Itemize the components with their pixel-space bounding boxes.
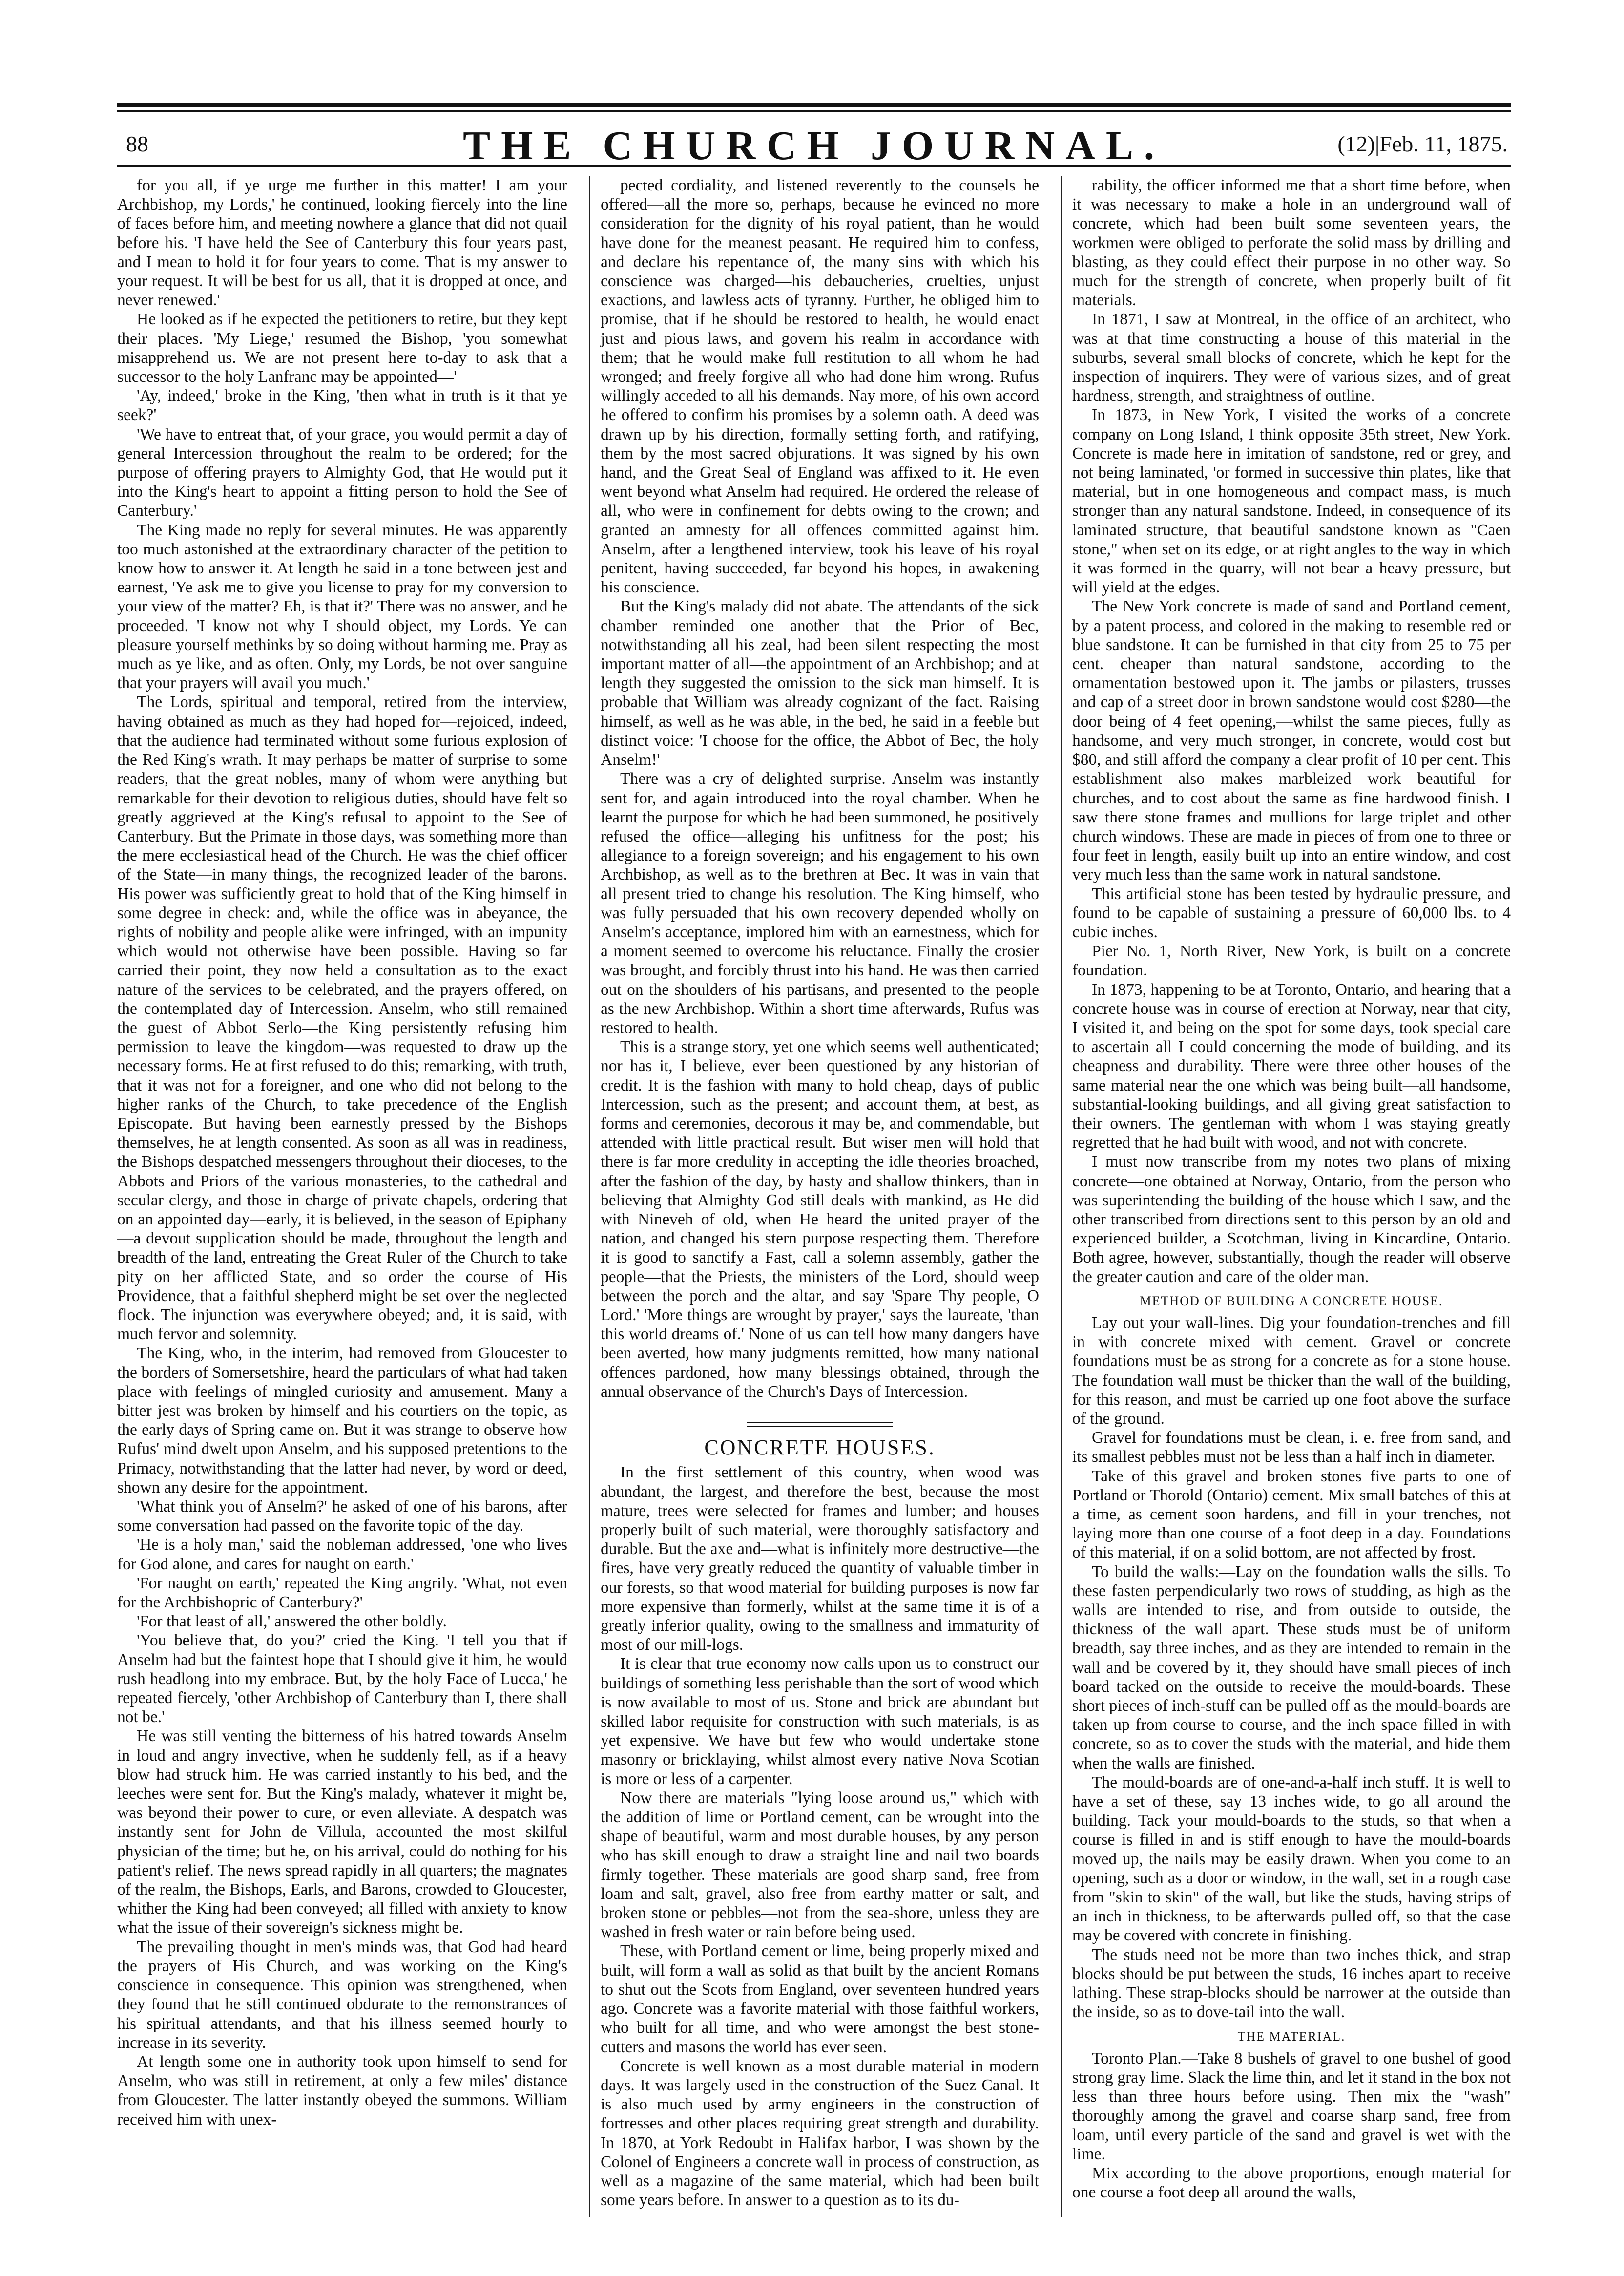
paragraph: Mix according to the above proportions, enough material for one course a foot deep all around the walls, — [1072, 2164, 1511, 2202]
paragraph: It is clear that true economy now calls upon us to construct our buildings of something less perishable than the sort of wood which is now available to most of us. Stone and brick are abundant but skilled labor requisite for construction with such materials, is as yet expensive. We have but few who would undertake stone masonry or bricklaying, whilst almost every native Nova Scotian is more or less of a carpenter. — [601, 1655, 1039, 1788]
paragraph: These, with Portland cement or lime, being properly mixed and built, will form a wall as solid as that built by the ancient Romans to shut out the Scots from England, over seventeen hundred years ago. Concrete was a favorite material with those faithful workers, who built for all time, and who were amongst the best stone-cutters and masons the world has ever seen. — [601, 1942, 1039, 2056]
paragraph: 'You believe that, do you?' cried the King. 'I tell you that if Anselm had but the faintest hope that I should give it him, he would rush headlong into my embrace. But, by the holy Face of Lucca,' he repeated fiercely, 'other Archbishop of Canterbury than I, there shall not be.' — [117, 1631, 567, 1727]
paragraph: Lay out your wall-lines. Dig your foundation-trenches and fill in with concrete mixed with cement. Gravel or concrete foundations must be as strong for a concrete as for a stone house. The foundation wall must be thicker than the wall of the building, for this reason, and must be carried up one foot above the surface of the ground. — [1072, 1313, 1511, 1428]
paragraph: In 1873, happening to be at Toronto, Ontario, and hearing that a concrete house was in course of erection at Norway, near that city, I visited it, and being on the spot for some days, took special care to ascertain all I could concerning the mode of building, and its cheapness and durability. There were three other houses of the same material near the one which was being built—all handsome, substantial-looking buildings, and all giving great satisfaction to their owners. The gentleman with whom I was staying greatly regretted that he had built with wood, and not with concrete. — [1072, 980, 1511, 1152]
concrete-houses-body — [601, 1463, 1039, 2210]
paragraph: Gravel for foundations must be clean, i. e. free from sand, and its smallest pebbles must not be less than a half inch in diameter. — [1072, 1429, 1511, 1466]
paragraph: To build the walls:—Lay on the foundation walls the sills. To these fasten perpendicularly two rows of studding, as high as the walls are intended to rise, and from outside to outside, the thickness of the wall apart. These studs must be of uniform breadth, say three inches, and as they are intended to remain in the wall and be covered by it, they should have small pieces of inch board tacked on the outside to receive the mould-boards. These short pieces of inch-stuff can be pulled off as the mould-boards are taken up from course to course, and the inch space filled in with concrete, so as to cover the studs with the material, and hide them when the walls are finished. — [1072, 1562, 1511, 1772]
paragraph: In 1873, in New York, I visited the works of a concrete company on Long Island, I think opposite 35th street, New York. Concrete is made here in imitation of sandstone, red or grey, and not being laminated, 'or formed in successive thin plates, like that material, but in one homogeneous and compact mass, is much stronger than any natural sandstone. Indeed, in consequence of its laminated structure, that beautiful sandstone known as "Caen stone," when set on its edge, or at right angles to the way in which it was formed in the quarry, will not bear a heavy pressure, but will yield at the edges. — [1072, 406, 1511, 597]
paragraph: The mould-boards are of one-and-a-half inch stuff. It is well to have a set of these, say 13 inches wide, to go all around the building. Tack your mould-boards to the studs, so that when a course is filled in and is stiff enough to have the mould-boards moved up, the nails may be easily drawn. When you come to an opening, such as a door or window, in the wall, set in a rough case from "skin to skin" of the wall, but like the studs, having strips of an inch in thickness, to be afterwards pulled off, so that the case may be covered with concrete in finishing. — [1072, 1773, 1511, 1945]
subheading-material: THE MATERIAL. — [1237, 2029, 1346, 2044]
column-1 — [117, 176, 567, 2217]
paragraph: This is a strange story, yet one which seems well authenticated; nor has it, I believe, ever been questioned by any historian of credit. It is the fashion with many to hold cheap, days of public Intercession, such as the present; and account them, at best, as forms and ceremonies, decorous it may be, and commendable, but attended with little practical result. But wiser men will hold that there is far more credulity in accepting the idle theories broached, after the fashion of the day, by hasty and shallow thinkers, than in believing that Almighty God still deals with mankind, as He did with Nineveh of old, when He heard the united prayer of the nation, and changed his stern purpose respecting them. Therefore it is good to sanctify a Fast, call a solemn assembly, gather the people—that the Priests, the ministers of the Lord, should weep between the porch and the altar, and say 'Spare Thy people, O Lord.' 'More things are wrought by prayer,' says the laureate, 'than this world dreams of.' None of us can tell how many dangers have been averted, how many judgments remitted, how many national offences pardoned, how many blessings obtained, through the annual observance of the Church's Days of Intercession. — [601, 1038, 1039, 1401]
method-body — [1072, 1313, 1511, 2022]
paragraph: The studs need not be more than two inches thick, and strap blocks should be put between the studs, 16 inches apart to receive lathing. These strap-blocks should be narrower at the outside than the inside, so as to dove-tail into the wall. — [1072, 1945, 1511, 2022]
top-rule — [117, 103, 1511, 107]
paragraph: But the King's malady did not abate. The attendants of the sick chamber reminded one another that the Prior of Bec, notwithstanding all his zeal, had been silent respecting the most important matter of all—the appointment of an Archbishop; and at length they suggested the omission to the sick man himself. It is probable that William was already cognizant of the fact. Raising himself, as well as he was able, in the bed, he said in a feeble but distinct voice: 'I choose for the office, the Abbot of Bec, the holy Anselm!' — [601, 597, 1039, 769]
header-rule — [117, 165, 1511, 167]
paragraph: In the first settlement of this country, when wood was abundant, the largest, and therefore the best, because the most mature, trees were selected for frames and lumber; and houses properly built of such material, were thoroughly satisfactory and durable. But the axe and—what is infinitely more destructive—the fires, have very greatly reduced the quantity of valuable timber in our forests, so that wood material for building purposes is now far more expensive than formerly, whilst at the same time it is of a greatly inferior quality, owing to the smallness and immaturity of most of our mill-logs. — [601, 1463, 1039, 1654]
paragraph: The New York concrete is made of sand and Portland cement, by a patent process, and colored in the making to resemble red or blue sandstone. It can be furnished in that city from 25 to 75 per cent. cheaper than natural sandstone, according to the ornamentation bestowed upon it. The jambs or pilasters, trusses and cap of a street door in brown sandstone would cost $280—the door being of 4 feet opening,—whilst the same pieces, fully as handsome, and very much stronger, in concrete, would cost but $80, and still afford the company a clear profit of 10 per cent. This establishment also makes marbleized work—beautiful for churches, and to cost about the same as fine hardwood finish. I saw there stone frames and mullions for large triplet and other church windows. These are made in pieces of from one to three or four feet in length, easily built up into an entire window, and cost very much less than the same work in natural sandstone. — [1072, 597, 1511, 884]
paragraph: The Lords, spiritual and temporal, retired from the interview, having obtained as much as they had hoped for—rejoiced, indeed, that the audience had terminated without some furious explosion of the Red King's wrath. It may perhaps be matter of surprise to some readers, that the great nobles, many of whom were anything but remarkable for their devotion to religious duties, should have felt so greatly aggrieved at the King's refusal to appoint to the See of Canterbury. But the Primate in those days, was something more than the mere ecclesiastical head of the Church. He was the chief officer of the State—in many things, the recognized leader of the barons. His power was sufficiently great to hold that of the King himself in some degree in check: and, while the office was in abeyance, the rights of nobility and people alike were infringed, with an impunity which would not otherwise have been possible. Having so far carried their point, they now held a consultation as to the exact nature of the services to be celebrated, and the prayers offered, on the contemplated day of Intercession. Anselm, who still remained the guest of Abbot Serlo—the King persistently refusing him permission to leave the kingdom—was requested to draw up the necessary forms. He at first refused to do this; remarking, with truth, that it was not for a foreigner, and one who did not belong to the higher ranks of the Church, to take precedence of the English Episcopate. But having been earnestly pressed by the Bishops themselves, he at length consented. As soon as all was in readiness, the Bishops despatched messengers throughout their dioceses, to the Abbots and Priors of the various monasteries, to the cathedral and secular clergy, and those in charge of private chapels, ordering that on an appointed day—early, it is believed, in the season of Epiphany—a devout supplication should be made, throughout the length and breadth of the land, entreating the Great Ruler of the Church to take pity on her afflicted State, and so order the course of His Providence, that a faithful shepherd might be set over the neglected flock. The injunction was everywhere obeyed; and, it is said, with much fervor and solemnity. — [117, 693, 567, 1344]
paragraph: Toronto Plan.—Take 8 bushels of gravel to one bushel of good strong gray lime. Slack the lime thin, and let it stand in the box not less than three hours before using. Then mix the "wash" thoroughly among the gravel and coarse sharp sand, free from loam, until every particle of the sand and gravel is wet with the lime. — [1072, 2049, 1511, 2163]
paragraph: Pier No. 1, North River, New York, is built on a concrete foundation. — [1072, 942, 1511, 980]
paragraph: The King made no reply for several minutes. He was apparently too much astonished at the extraordinary character of the petition to know how to answer it. At length he said in a tone between jest and earnest, 'Ye ask me to give you license to pray for my conversion to your view of the matter? Eh, is that it?' There was no answer, and he proceeded. 'I know not why I should object, my Lords. Ye can pleasure yourself methinks by so doing without harming me. Pray as much as ye like, and as often. Only, my Lords, be not over sanguine that your prayers will avail you much.' — [117, 521, 567, 693]
paragraph: At length some one in authority took upon himself to send for Anselm, who was still in retirement, at only a few miles' distance from Gloucester. The latter instantly obeyed the summons. William received him with unex- — [117, 2052, 567, 2128]
column-2-body — [601, 176, 1039, 1401]
paragraph: 'Ay, indeed,' broke in the King, 'then what in truth is it that ye seek?' — [117, 387, 567, 424]
section-heading: CONCRETE HOUSES. — [704, 1435, 936, 1460]
paragraph: 'For naught on earth,' repeated the King angrily. 'What, not even for the Archbishopric of Canterbury?' — [117, 1574, 567, 1612]
section-separator — [601, 1412, 1039, 1431]
column-1-body — [117, 176, 567, 2129]
paragraph: 'We have to entreat that, of your grace, you would permit a day of general Intercession throughout the realm to be ordered; for the purpose of offering prayers to Almighty God, that He would put it into the King's heart to appoint a fitting person to hold the See of Canterbury.' — [117, 425, 567, 520]
top-rule-thin — [117, 110, 1511, 112]
paragraph: He was still venting the bitterness of his hatred towards Anselm in loud and angry invective, when he suddenly fell, as if a heavy blow had struck him. He was carried instantly to his bed, and the leeches were sent for. But the King's malady, whatever it might be, was beyond their power to cure, or even alleviate. A despatch was instantly sent for John de Villula, accounted the most skilful physician of the time; but he, on his arrival, could do nothing for his patient's relief. The news spread rapidly in all quarters; the magnates of the realm, the Bishops, Earls, and Barons, crowded to Gloucester, whither the King had been conveyed; all filled with anxiety to know what the issue of their sovereign's sickness might be. — [117, 1727, 567, 1937]
paragraph: The King, who, in the interim, had removed from Gloucester to the borders of Somersetshire, heard the particulars of what had taken place with feelings of mingled curiosity and amusement. Many a bitter jest was broken by himself and his courtiers on the topic, as the early days of Spring came on. But it was strange to observe how Rufus' mind dwelt upon Anselm, and his supposed pretentions to the Primacy, notwithstanding that the latter had never, by word or deed, shown any desire for the appointment. — [117, 1344, 567, 1496]
paragraph: Now there are materials "lying loose around us," which with the addition of lime or Portland cement, can be wrought into the shape of beautiful, warm and most durable houses, by any person who has skill enough to draw a straight line and nail two boards firmly together. These materials are good sharp sand, free from loam and salt, gravel, also free from earthy matter or salt, and broken stone or pebbles—not from the sea-shore, unless they are washed in fresh water or rain before being used. — [601, 1789, 1039, 1941]
paragraph: This artificial stone has been tested by hydraulic pressure, and found to be capable of sustaining a pressure of 60,000 lbs. to 4 cubic inches. — [1072, 885, 1511, 941]
paragraph: for you all, if ye urge me further in this matter! I am your Archbishop, my Lords,' he continued, looking fiercely into the line of faces before him, and meeting nowhere a glance that did not quail before his. 'I have held the See of Canterbury this four years past, and I mean to hold it for four years to come. That is my answer to your request. It will be best for us all, that it is dropped at once, and never renewed.' — [117, 176, 567, 310]
paragraph: The prevailing thought in men's minds was, that God had heard the prayers of His Church, and was working on the King's conscience in consequence. This opinion was strengthened, when they found that he still continued obdurate to the remonstrances of his spiritual attendants, and that his illness seemed hourly to increase in its severity. — [117, 1938, 567, 2052]
subheading-method: METHOD OF BUILDING A CONCRETE HOUSE. — [1140, 1293, 1443, 1308]
column-3-body — [1072, 176, 1511, 1286]
column-3 — [1061, 176, 1511, 2217]
paragraph: 'For that least of all,' answered the other boldly. — [137, 1612, 447, 1631]
issue-date: (12)|Feb. 11, 1875. — [1337, 131, 1508, 156]
paragraph: pected cordiality, and listened reverently to the counsels he offered—all the more so, perhaps, because he evinced no more consideration for the dignity of his royal patient, than he would have done for the meanest peasant. He required him to confess, and declare his repentance of, the many sins with which his conscience was charged—his debaucheries, cruelties, unjust exactions, and lawless acts of tyranny. Further, he obliged him to promise, that if he should be restored to health, he would enact just and pious laws, and govern his realm in accordance with them; that he would make full restitution to all whom he had wronged; and freely forgive all who had done him wrong. Rufus willingly acceded to all his demands. Nay more, of his own accord he offered to confirm his promises by a solemn oath. A deed was drawn up by his direction, formally setting forth, and ratifying, them by the most sacred objurations. It was signed by his own hand, and the Great Seal of England was affixed to it. He even went beyond what Anselm had required. He ordered the release of all, who were in confinement for debts owing to the crown; and granted an amnesty for all offences committed against him. Anselm, after a lengthened interview, took his leave of his royal penitent, having succeeded, far beyond his hopes, in awakening his conscience. — [601, 176, 1039, 597]
paragraph: Concrete is well known as a most durable material in modern days. It was largely used in the construction of the Suez Canal. It is also much used by army engineers in the construction of fortresses and other places requiring great strength and durability. In 1870, at York Redoubt in Halifax harbor, I was shown by the Colonel of Engineers a concrete wall in process of construction, as well as a magazine of the same material, which had been built some years before. In answer to a question as to its du- — [601, 2057, 1039, 2210]
paragraph: 'What think you of Anselm?' he asked of one of his barons, after some conversation had passed on the favorite topic of the day. — [117, 1497, 567, 1535]
paragraph: Take of this gravel and broken stones five parts to one of Portland or Thorold (Ontario) cement. Mix small batches of this at a time, as cement soon hardens, and fill in your trenches, not laying more than one course of a foot deep in a day. Foundations of this material, if on a solid bottom, are not affected by frost. — [1072, 1467, 1511, 1562]
masthead — [117, 103, 1511, 169]
paragraph: I must now transcribe from my notes two plans of mixing concrete—one obtained at Norway, Ontario, from the person who was superintending the building of the house which I saw, and the other transcribed from directions sent to this person by an old and experienced builder, a Scotchman, living in Kincardine, Ontario. Both agree, however, substantially, though the reader will observe the greater caution and care of the older man. — [1072, 1153, 1511, 1286]
paragraph: There was a cry of delighted surprise. Anselm was instantly sent for, and again introduced into the royal chamber. When he learnt the purpose for which he had been summoned, he positively refused the office—alleging his unfitness for the post; his allegiance to a foreign sovereign; and his engagement to his own Archbishop, as well as to the brethren at Bec. It was in vain that all present tried to change his resolution. The King himself, who was fully persuaded that his own recovery depended wholly on Anselm's acceptance, implored him with an earnestness, which for a moment seemed to overcome his reluctance. Finally the crosier was brought, and forcibly thrust into his hand. He was then carried out on the shoulders of his partisans, and presented to the people as the new Archbishop. Within a short time afterwards, Rufus was restored to health. — [601, 770, 1039, 1037]
paragraph: He looked as if he expected the petitioners to retire, but they kept their places. 'My Liege,' resumed the Bishop, 'you somewhat misapprehend us. We are not present here to-day to ask that a successor to the holy Lanfranc may be appointed—' — [117, 310, 567, 386]
paragraph: In 1871, I saw at Montreal, in the office of an architect, who was at that time constructing a house of this material in the suburbs, several small blocks of concrete, which he kept for the inspection of inquirers. They were of various sizes, and of great hardness, strength, and straightness of outline. — [1072, 310, 1511, 405]
material-body — [1072, 2049, 1511, 2202]
paragraph: rability, the officer informed me that a short time before, when it was necessary to make a hole in an underground wall of concrete, which had been built some seventeen years, the workmen were obliged to perforate the solid mass by drilling and blasting, as they could effect their purpose in no other way. So much for the strength of concrete, when properly built of fit materials. — [1072, 176, 1511, 310]
page-number: 88 — [126, 131, 148, 156]
column-2 — [589, 176, 1039, 2217]
newspaper-title: THE CHURCH JOURNAL. — [463, 123, 1165, 169]
article-columns — [117, 176, 1511, 2217]
paragraph: 'He is a holy man,' said the nobleman addressed, 'one who lives for God alone, and cares for naught on earth.' — [117, 1536, 567, 1573]
